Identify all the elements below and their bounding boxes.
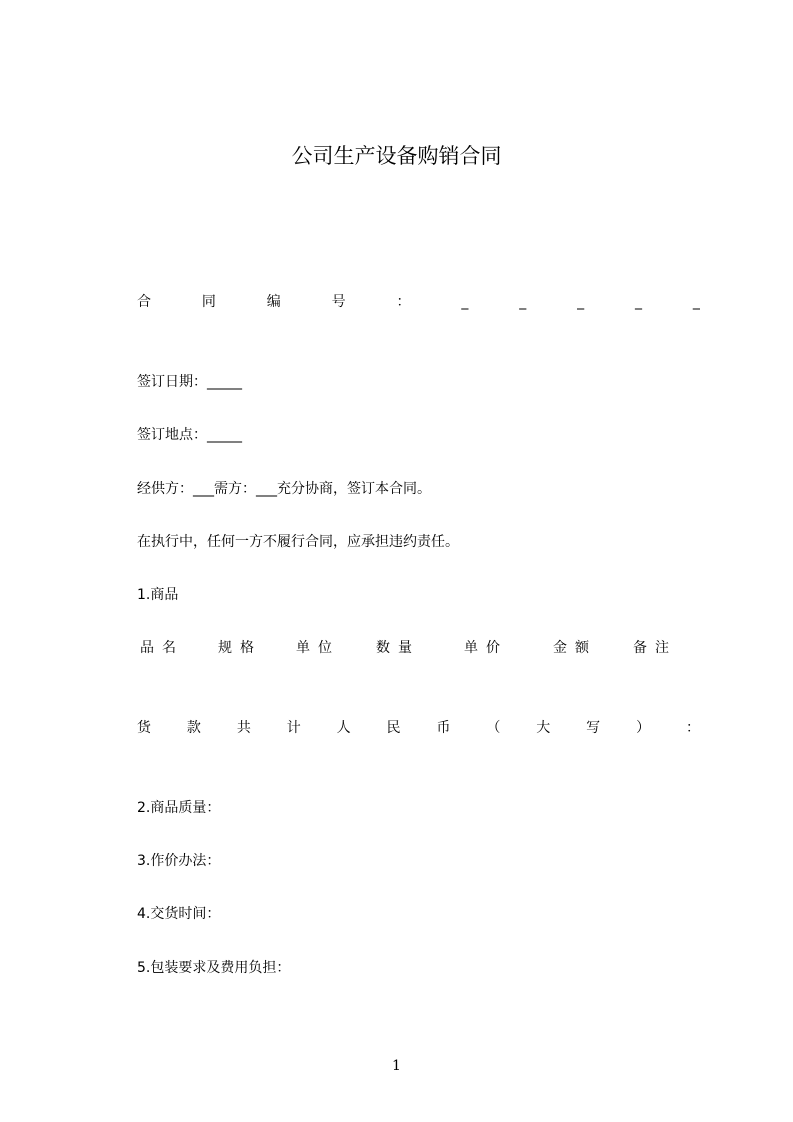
total-char: 款 xyxy=(186,720,201,736)
contract-number-line xyxy=(137,292,700,312)
table-header-unit-price: 单价 xyxy=(464,640,508,656)
parties-line: 经供方：___需方：___充分协商，签订本合同。 xyxy=(137,481,431,497)
total-char: 货 xyxy=(137,720,151,736)
document-title: 公司生产设备购销合同 xyxy=(291,144,502,168)
table-header-unit: 单位 xyxy=(296,640,340,656)
total-char: 币 xyxy=(436,720,451,736)
section-5-heading: 5.包装要求及费用负担： xyxy=(137,960,291,976)
total-char: 民 xyxy=(386,720,401,736)
breach-line: 在执行中，任何一方不履行合同，应承担违约责任。 xyxy=(137,534,459,550)
total-char: 人 xyxy=(336,720,351,736)
total-char: 计 xyxy=(286,720,301,736)
contract-number-blank: _ xyxy=(577,294,585,310)
page-number: 1 xyxy=(392,1058,401,1074)
total-char: 共 xyxy=(236,720,251,736)
contract-number-char: 合 xyxy=(137,294,151,310)
total-amount-line xyxy=(137,718,700,738)
sign-place-line: 签订地点：_____ xyxy=(137,427,242,443)
table-header-name: 品名 xyxy=(140,640,184,656)
total-char: 大 xyxy=(536,720,551,736)
contract-number-char: ： xyxy=(396,294,411,310)
table-header-spec: 规格 xyxy=(218,640,262,656)
section-4-heading: 4.交货时间： xyxy=(137,906,221,922)
table-header-quantity: 数量 xyxy=(376,640,420,656)
table-header-amount: 金额 xyxy=(553,640,597,656)
section-1-heading: 1.商品 xyxy=(137,587,179,603)
sign-date-line: 签订日期：_____ xyxy=(137,374,242,390)
total-char: 写 xyxy=(586,720,601,736)
total-char: （ xyxy=(486,720,501,736)
contract-number-blank: _ xyxy=(635,294,642,310)
contract-number-char: 同 xyxy=(201,294,216,310)
table-header-remarks: 备注 xyxy=(633,640,677,656)
contract-number-blank: _ xyxy=(461,294,469,310)
contract-number-char: 号 xyxy=(331,294,346,310)
total-char: ） xyxy=(636,720,651,736)
section-3-heading: 3.作价办法： xyxy=(137,853,221,869)
contract-number-char: 编 xyxy=(266,294,281,310)
contract-number-blank: _ xyxy=(692,294,700,310)
section-2-heading: 2.商品质量： xyxy=(137,800,221,816)
contract-number-blank: _ xyxy=(519,294,527,310)
total-char: ： xyxy=(685,720,700,736)
